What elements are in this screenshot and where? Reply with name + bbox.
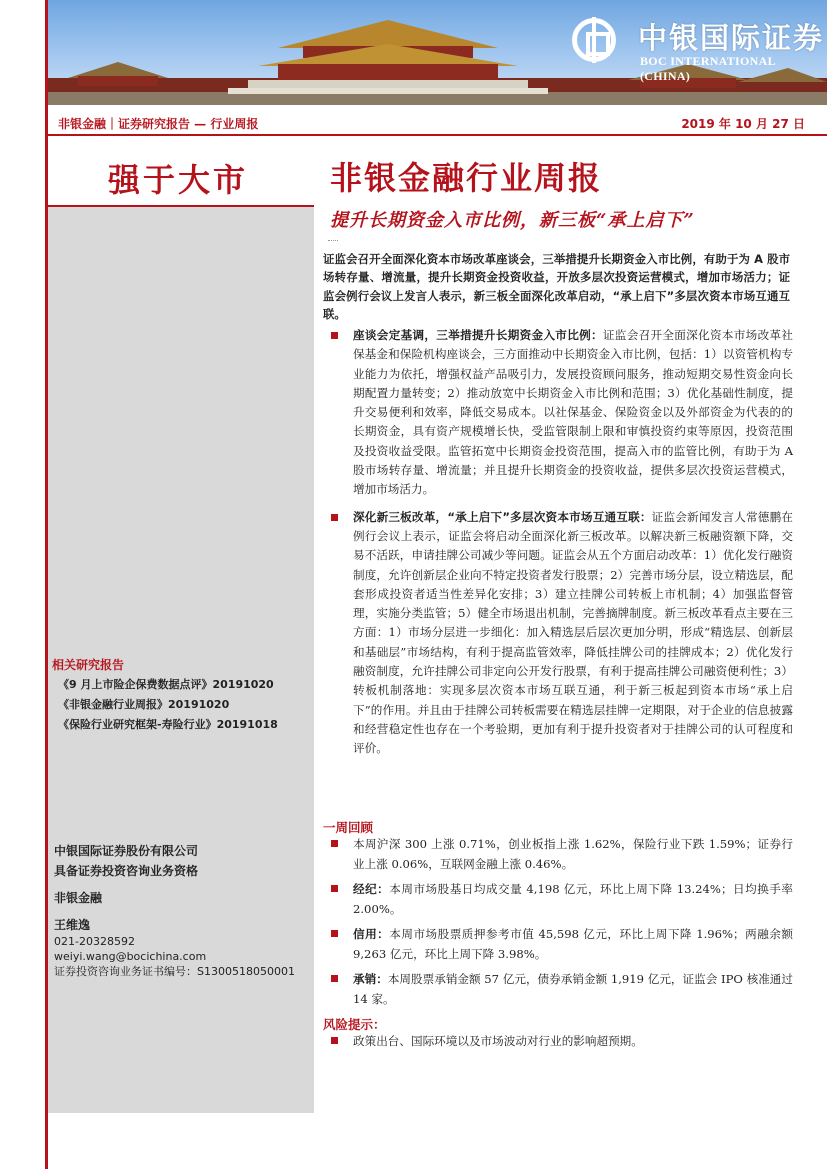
firm-qualification: 具备证券投资咨询业务资格 [54,864,199,878]
key-point [323,508,793,759]
week-review-lead: 承销： [353,972,388,986]
bullet-square-icon [331,840,338,847]
week-review-item [323,879,793,919]
rating-box [48,137,314,207]
divider [328,240,338,241]
brand-name-cn: 中银国际证券 [638,21,825,55]
bullet-square-icon [331,885,338,892]
firm-name: 中银国际证券股份有限公司 [54,844,199,858]
bullet-square-icon [331,514,338,521]
category-bar [48,108,827,136]
analyst-email[interactable]: weiyi.wang@bocichina.com [54,950,207,963]
bullet-square-icon [331,930,338,937]
bullet-square-icon [331,332,338,339]
risk-list [323,1031,793,1051]
week-review-text: 本周市场股基日均成交量 4,198 亿元，环比上周下降 13.24%；日均换手率 2.00%。 [353,882,793,916]
key-point-text: 证监会召开全面深化资本市场改革社保基金和保险机构座谈会，三方面推动中长期资金入市比例，包括：1）以资管机构专业能力为依托，增强权益产品吸引力，发展投资顾问服务，推动短期交易性资金向长期配置力量转变；2）推动放宽中长期资金入市比例和范围；3）优化基础性制度，提升交易便利和效率，降低交易成本。以社保基金、保险资金以及外部资金为代表的的长期资金，具有资产规模增长快，受监管限制上限和审慎投资约束等原因，投资范围及投资收益受限。监管拓宽中长期资金投资范围，提高入市的监管比例，有助于为 A 股市场转存量、增流量；并且提升长期资金的投资收益，提供多层次投资运营模式，增加市场活力。 [353,328,793,497]
report-subtitle: 提升长期资金入市比例，新三板“承上启下” [330,210,695,231]
key-point-text: 证监会新闻发言人常德鹏在例行会议上表示，证监会将启动全面深化新三板改革。以解决新三板融资额下降，交易不活跃，申请挂牌公司减少等问题。证监会从五个方面启动改革：1）优化发行融资制度，允许创新层企业向不特定投资者发行股票；2）完善市场分层，设立精选层，配套形成投资者适当性差异化安排；3）建立挂牌公司转板上市机制；4）加强监督管理，实施分类监管；5）健全市场退出机制，完善摘牌制度。新三板改革看点主要在三方面：1）市场分层进一步细化：加入精选层后层次更加分明，形成“精选层、创新层和基础层”市场结构，有利于提高监管效率，降低挂牌公司的挂牌成本；2）优化发行融资制度，允许挂牌公司非定向公开发行股票，有利于提高挂牌公司融资便利性；3）转板机制落地：实现多层次资本市场互联互通，利于新三板起到资本市场“承上启下”的作用。并且由于挂牌公司转板需要在精选层挂牌一定期限，对于企业的信息披露和经营稳定性也存在一个考验期，更加有利于提升投资者对于挂牌公司的认可程度和评价。 [353,509,793,756]
header-banner [48,0,827,105]
left-sidebar [48,137,314,1113]
related-reports-list [58,675,278,735]
key-point-lead: 深化新三板改革，“承上启下”多层次资本市场互通互联： [353,509,652,524]
summary-paragraph: 证监会召开全面深化资本市场改革座谈会，三举措提升长期资金入市比例，有助于为 A 股市场转存量、增流量，提升长期资金投资收益，开放多层次投资运营模式，增加市场活力；证监会例行会议上发言人表示，新三板全面深化改革启动，“承上启下”多层次资本市场互通互联。 [323,252,790,322]
bullet-square-icon [331,1037,338,1044]
key-point [323,326,793,500]
week-review-item [323,834,793,874]
week-review-item [323,969,793,1009]
week-review-item [323,924,793,964]
related-reports-heading: 相关研究报告 [52,658,125,672]
week-review-text: 本周市场股票质押参考市值 45,598 亿元，环比上周下降 1.96%；两融余额 9,263 亿元，环比上周下降 3.98%。 [353,927,793,961]
brand-name-en: BOC INTERNATIONAL (CHINA) [640,54,776,83]
analyst-contact [54,934,295,979]
report-category: 非银金融｜证券研究报告 — 行业周报 [58,117,259,131]
related-report-item[interactable]: 《保险行业研究框架-寿险行业》20191018 [58,718,278,731]
analyst-name: 王维逸 [54,918,91,932]
week-review-lead: 经纪： [353,882,390,896]
related-report-item[interactable]: 《9 月上市险企保费数据点评》20191020 [58,678,274,691]
firm-info [54,841,198,881]
boc-logo-icon [572,18,616,62]
report-date: 2019 年 10 月 27 日 [681,117,805,131]
bullet-square-icon [331,975,338,982]
analyst-phone: 021-20328592 [54,935,135,948]
risk-heading: 风险提示： [323,1017,386,1032]
risk-text: 政策出台、国际环境以及市场波动对行业的影响超预期。 [353,1034,643,1048]
week-review-list [323,834,793,1014]
week-review-text: 本周沪深 300 上涨 0.71%，创业板指上涨 1.62%，保险行业下跌 1.59%；证券行业上涨 0.06%，互联网金融上涨 0.46%。 [353,837,793,871]
week-review-heading: 一周回顾 [323,820,374,835]
risk-item [323,1031,793,1051]
analyst-sector: 非银金融 [54,891,103,905]
analyst-license: 证券投资咨询业务证书编号：S1300518050001 [54,965,295,978]
key-point-lead: 座谈会定基调，三举措提升长期资金入市比例： [353,328,603,342]
week-review-text: 本周股票承销金额 57 亿元，债券承销金额 1,919 亿元，证监会 IPO 核准通过 14 家。 [353,972,793,1006]
related-report-item[interactable]: 《非银金融行业周报》20191020 [58,698,230,711]
rating-label: 强于大市 [108,161,249,199]
week-review-lead: 信用： [353,927,390,941]
key-points-list [323,326,793,767]
report-title: 非银金融行业周报 [330,159,603,197]
